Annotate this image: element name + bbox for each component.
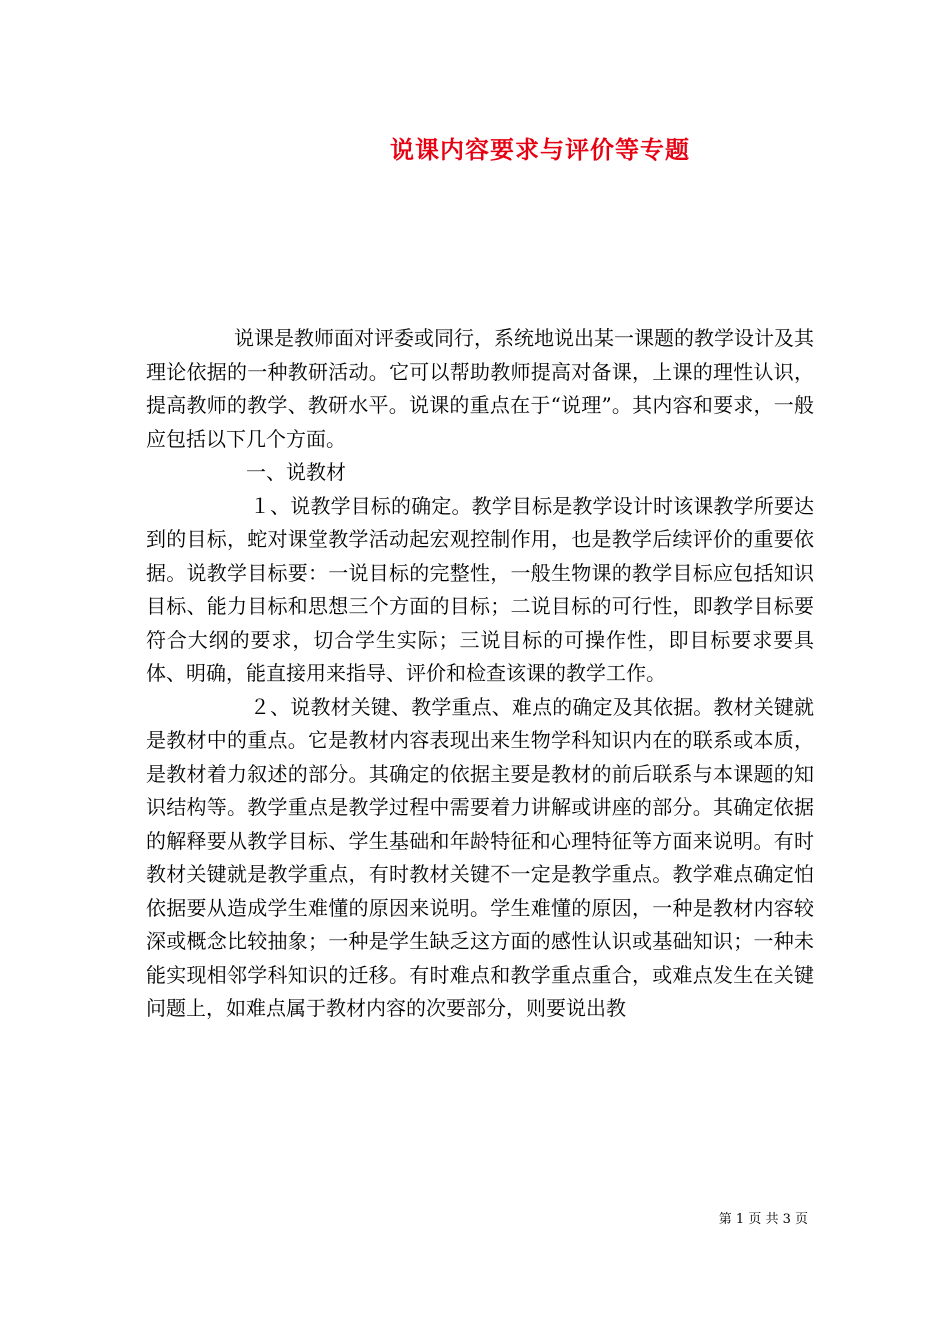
paragraph-key-points: ２、说教材关键、教学重点、难点的确定及其依据。教材关键就是教材中的重点。它是教材内容表现出来生物学科知识内在的联系或本质，是教材着力叙述的部分。其确定的依据主要是教材的前后联系与本课题的知识结构等。教学重点是教学过程中需要着力讲解或讲座的部分。其确定依据的解释要从教学目标、学生基础和年龄特征和心理特征等方面来说明。有时教材关键就是教学重点，有时教材关键不一定是教学重点。教学难点确定怕依据要从造成学生难懂的原因来说明。学生难懂的原因，一种是教材内容较深或概念比较抽象；一种是学生缺乏这方面的感性认识或基础知识；一种未能实现相邻学科知识的迁移。有时难点和教学重点重合，或难点发生在关键问题上，如难点属于教材内容的次要部分，则要说出教	[146, 694, 814, 1020]
section-heading-textbook: 一、说教材	[246, 460, 346, 484]
paragraph-intro: 说课是教师面对评委或同行，系统地说出某一课题的教学设计及其理论依据的一种教研活动。它可以帮助教师提高对备课，上课的理性认识，提高教师的教学、教研水平。说课的重点在于“说理”。其内容和要求，一般应包括以下几个方面。	[146, 326, 814, 451]
page-number: 第 1 页 共 3 页	[718, 1212, 808, 1227]
page-title: 说课内容要求与评价等专题	[390, 136, 690, 164]
paragraph-teaching-objectives: １、说教学目标的确定。教学目标是教学设计时该课教学所要达到的目标，蛇对课堂教学活动起宏观控制作用，也是教学后续评价的重要依据。说教学目标要：一说目标的完整性，一般生物课的教学目标应包括知识目标、能力目标和思想三个方面的目标；二说目标的可行性，即教学目标要符合大纲的要求，切合学生实际；三说目标的可操作性，即目标要求要具体、明确，能直接用来指导、评价和检查该课的教学工作。	[146, 493, 814, 685]
document-body	[146, 322, 814, 1026]
